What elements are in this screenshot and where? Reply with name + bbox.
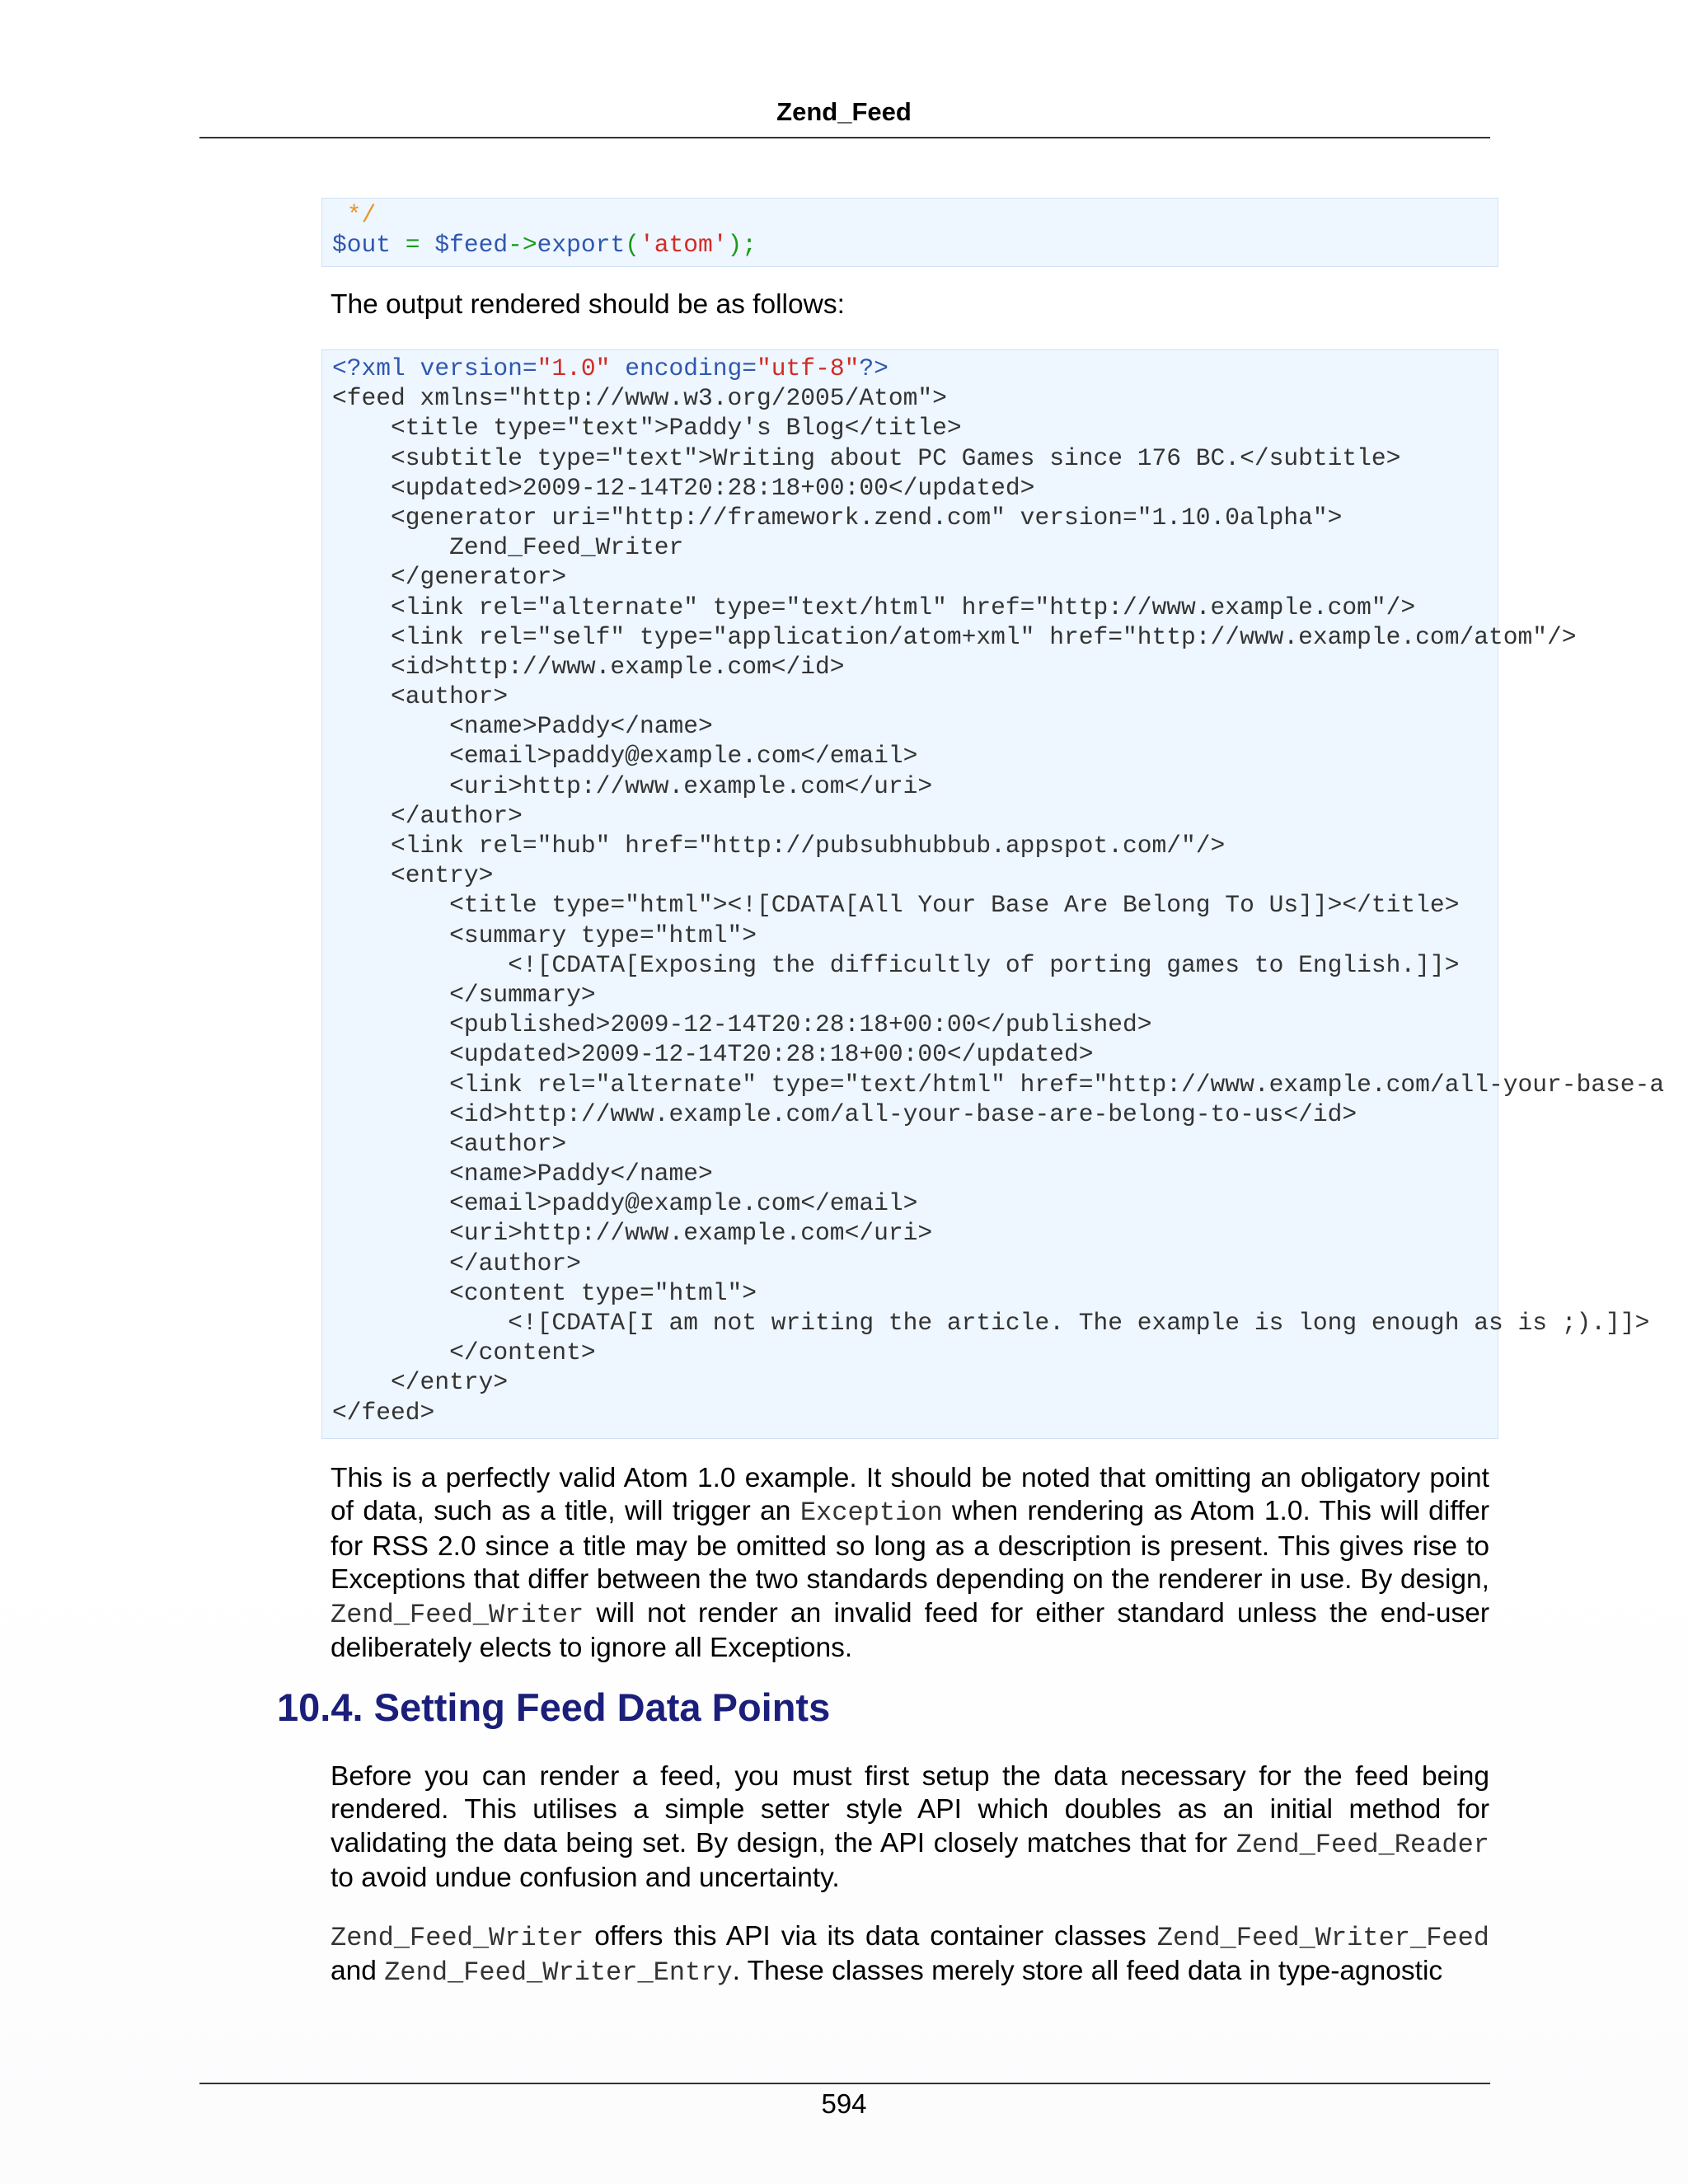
xml-line: <id>http://www.example.com</id>: [332, 652, 845, 681]
xml-line: <![CDATA[Exposing the difficultly of porting games to English.]]>: [332, 950, 1460, 979]
header-rule: [199, 137, 1490, 138]
inline-code-exception: Exception: [799, 1497, 943, 1529]
inline-code-zend-feed-writer: Zend_Feed_Writer: [331, 1599, 584, 1630]
xml-line: <entry>: [332, 861, 494, 890]
page-number: 594: [821, 2088, 867, 2119]
section-heading: 10.4. Setting Feed Data Points: [277, 1685, 831, 1729]
xml-line: <uri>http://www.example.com</uri>: [332, 771, 933, 800]
inline-code-zend-feed-reader: Zend_Feed_Reader: [1236, 1829, 1489, 1860]
inline-code-zend-feed-writer: Zend_Feed_Writer: [331, 1923, 584, 1953]
xml-line: <subtitle type="text">Writing about PC Games since 176 BC.</subtitle>: [332, 443, 1401, 472]
xml-line: <link rel="alternate" type="text/html" href="http://www.example.com"/>: [332, 593, 1416, 621]
xml-line: <author>: [332, 682, 509, 711]
xml-line: <generator uri="http://framework.zend.com" version="1.10.0alpha">: [332, 503, 1343, 532]
xml-line: <summary type="html">: [332, 921, 757, 949]
code-block-export: [321, 198, 1498, 267]
xml-line: <updated>2009-12-14T20:28:18+00:00</updated>: [332, 473, 1035, 502]
inline-code-zend-feed-writer-feed: Zend_Feed_Writer_Feed: [1156, 1923, 1489, 1953]
xml-line: <author>: [332, 1129, 567, 1158]
xml-line: <feed xmlns="http://www.w3.org/2005/Atom">: [332, 384, 947, 413]
code-line: $out = $feed->export('atom');: [332, 231, 757, 260]
footer-rule: [199, 2083, 1490, 2084]
xml-line: <updated>2009-12-14T20:28:18+00:00</updated>: [332, 1040, 1094, 1069]
paragraph-container-classes: Zend_Feed_Writer offers this API via its data container classes Zend_Feed_Writer_Feed and Zend_Feed_Writer_Entry. These classes merely store all feed data in type-agnostic: [331, 1921, 1489, 1989]
inline-code-zend-feed-writer-entry: Zend_Feed_Writer_Entry: [384, 1957, 733, 1989]
intro-paragraph: The output rendered should be as follows:: [331, 289, 845, 320]
xml-line: <published>2009-12-14T20:28:18+00:00</published>: [332, 1010, 1152, 1039]
xml-line: </generator>: [332, 563, 567, 592]
xml-line: <![CDATA[I am not writing the article. The example is long enough as is ;).]]>: [332, 1309, 1650, 1337]
xml-line: Zend_Feed_Writer: [332, 533, 684, 562]
xml-listing: [332, 354, 1664, 1427]
xml-line: <link rel="hub" href="http://pubsubhubbub.appspot.com/"/>: [332, 832, 1226, 860]
xml-declaration-line: <?xml version="1.0" encoding="utf-8"?>: [332, 354, 889, 382]
xml-line: </summary>: [332, 980, 596, 1009]
xml-line: <id>http://www.example.com/all-your-base-are-belong-to-us</id>: [332, 1099, 1357, 1128]
paragraph-setting-data: Before you can render a feed, you must first setup the data necessary for the feed being rendered. This utilises a simple setter style API which doubles as an initial method for validating the data being set. By design, the API closely matches that for Zend_Feed_Reader to avoid undue confusion and uncertainty.: [331, 1761, 1489, 1894]
xml-line: <name>Paddy</name>: [332, 1160, 713, 1188]
xml-line: </author>: [332, 801, 523, 830]
paragraph-atom-validity: This is a perfectly valid Atom 1.0 example. It should be noted that omitting an obligatory point of data, such as a title, will trigger an Exception when rendering as Atom 1.0. This will differ for RSS 2.0 since a title may be omitted so long as a description is present. This gives rise to Exceptions that differ between the two standards depending on the renderer in use. By design, Zend_Feed_Writer will not render an invalid feed for either standard unless the end-user deliberately elects to ignore all Exceptions.: [331, 1463, 1489, 1664]
xml-line: </author>: [332, 1249, 581, 1277]
xml-line: <uri>http://www.example.com</uri>: [332, 1219, 933, 1248]
xml-line: <title type="text">Paddy's Blog</title>: [332, 414, 962, 443]
xml-line: <name>Paddy</name>: [332, 712, 713, 741]
xml-line: <link rel="self" type="application/atom+xml" href="http://www.example.com/atom"/>: [332, 622, 1577, 651]
code-block-atom-output: [321, 349, 1665, 1439]
xml-line: </content>: [332, 1338, 596, 1367]
xml-line: </feed>: [332, 1398, 435, 1427]
xml-line: <content type="html">: [332, 1278, 757, 1307]
xml-line: <email>paddy@example.com</email>: [332, 1189, 918, 1218]
xml-line: </entry>: [332, 1368, 509, 1397]
xml-line: <link rel="alternate" type="text/html" href="http://www.example.com/all-your-base-a: [332, 1070, 1665, 1099]
xml-line: <title type="html"><![CDATA[All Your Base Are Belong To Us]]></title>: [332, 891, 1460, 920]
xml-line: <email>paddy@example.com</email>: [332, 742, 918, 771]
running-header-title: Zend_Feed: [776, 97, 912, 126]
code-line: */: [332, 201, 377, 229]
